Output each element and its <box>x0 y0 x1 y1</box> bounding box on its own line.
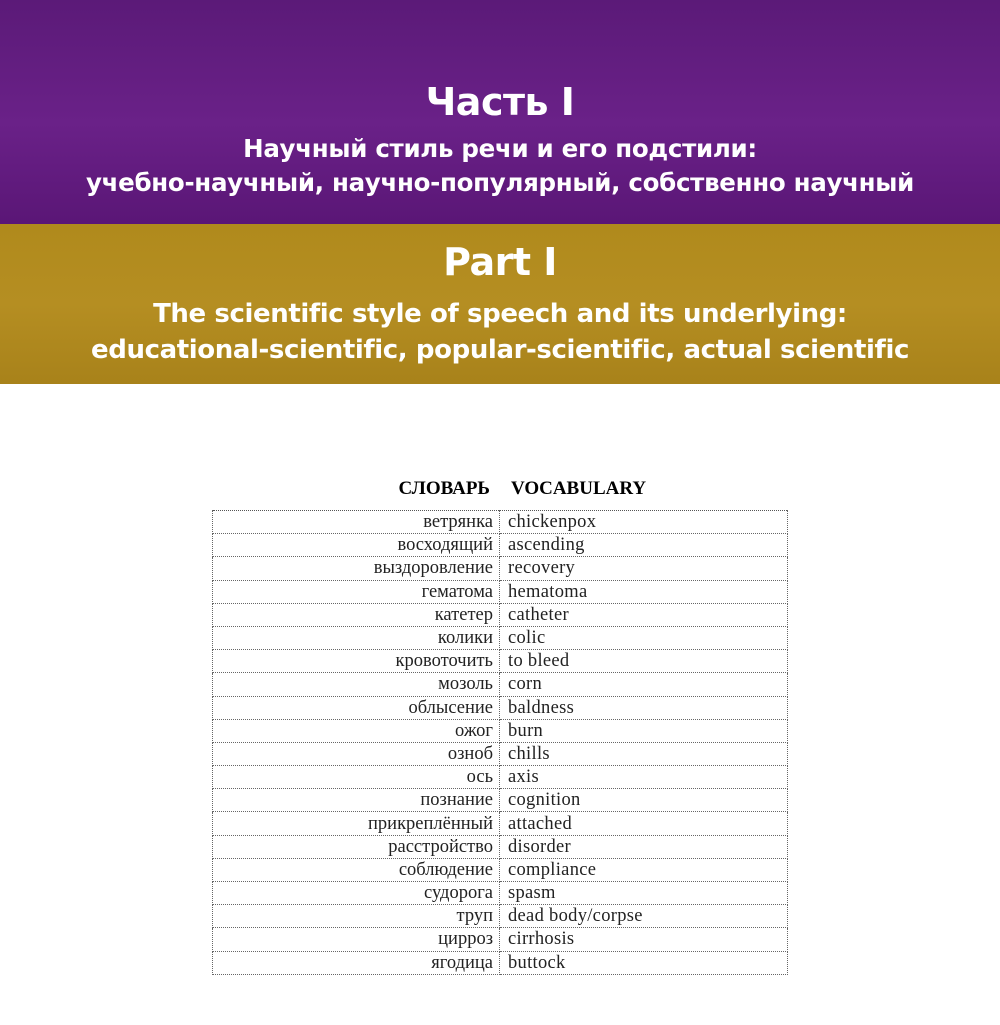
term-en: burn <box>500 719 788 742</box>
term-ru: судорога <box>213 882 500 905</box>
term-en: spasm <box>500 882 788 905</box>
part-title-ru: Часть I <box>425 80 575 124</box>
term-ru: расстройство <box>213 835 500 858</box>
table-row <box>213 882 788 905</box>
term-ru: мозоль <box>213 673 500 696</box>
part-subtitle-en-line1: The scientific style of speech and its underlying: <box>153 299 847 329</box>
term-ru: гематома <box>213 580 500 603</box>
table-row <box>213 951 788 974</box>
term-ru: ягодица <box>213 951 500 974</box>
english-title-banner <box>0 224 1000 384</box>
table-row <box>213 696 788 719</box>
term-ru: ожог <box>213 719 500 742</box>
term-ru: познание <box>213 789 500 812</box>
term-en: baldness <box>500 696 788 719</box>
term-en: recovery <box>500 557 788 580</box>
part-title-en: Part I <box>443 240 557 284</box>
vocabulary-header-en: VOCABULARY <box>511 478 647 499</box>
table-row <box>213 766 788 789</box>
table-row <box>213 603 788 626</box>
part-subtitle-en <box>0 296 1000 368</box>
term-en: to bleed <box>500 650 788 673</box>
term-ru: ось <box>213 766 500 789</box>
part-subtitle-ru-line2: учебно-научный, научно-популярный, собственно научный <box>85 168 915 197</box>
term-ru: соблюдение <box>213 858 500 881</box>
term-en: disorder <box>500 835 788 858</box>
term-ru: озноб <box>213 742 500 765</box>
table-row <box>213 905 788 928</box>
table-row <box>213 626 788 649</box>
vocabulary-table-body <box>213 511 788 975</box>
term-ru: цирроз <box>213 928 500 951</box>
part-subtitle-en-line2: educational-scientific, popular-scientific, actual scientific <box>91 335 909 365</box>
term-en: axis <box>500 766 788 789</box>
term-en: ascending <box>500 534 788 557</box>
table-row <box>213 580 788 603</box>
part-subtitle-ru <box>0 132 1000 200</box>
term-en: attached <box>500 812 788 835</box>
term-en: buttock <box>500 951 788 974</box>
table-row <box>213 557 788 580</box>
table-row <box>213 789 788 812</box>
vocabulary-header-ru: СЛОВАРЬ <box>398 478 490 499</box>
term-ru: прикреплённый <box>213 812 500 835</box>
table-row <box>213 835 788 858</box>
table-row <box>213 928 788 951</box>
term-en: compliance <box>500 858 788 881</box>
term-ru: катетер <box>213 603 500 626</box>
table-row <box>213 673 788 696</box>
part-subtitle-ru-line1: Научный стиль речи и его подстили: <box>243 134 757 163</box>
table-row <box>213 511 788 534</box>
term-ru: кровоточить <box>213 650 500 673</box>
table-row <box>213 742 788 765</box>
term-ru: ветрянка <box>213 511 500 534</box>
term-en: chills <box>500 742 788 765</box>
table-row <box>213 858 788 881</box>
vocabulary-table <box>212 510 788 975</box>
russian-title-banner <box>0 0 1000 224</box>
table-row <box>213 812 788 835</box>
term-en: hematoma <box>500 580 788 603</box>
table-row <box>213 650 788 673</box>
term-en: chickenpox <box>500 511 788 534</box>
term-en: cognition <box>500 789 788 812</box>
table-row <box>213 534 788 557</box>
term-ru: колики <box>213 626 500 649</box>
term-en: colic <box>500 626 788 649</box>
term-ru: облысение <box>213 696 500 719</box>
term-en: dead body/corpse <box>500 905 788 928</box>
term-ru: восходящий <box>213 534 500 557</box>
term-en: cirrhosis <box>500 928 788 951</box>
term-en: catheter <box>500 603 788 626</box>
table-row <box>213 719 788 742</box>
term-en: corn <box>500 673 788 696</box>
vocabulary-header <box>214 476 788 504</box>
term-ru: выздоровление <box>213 557 500 580</box>
term-ru: труп <box>213 905 500 928</box>
